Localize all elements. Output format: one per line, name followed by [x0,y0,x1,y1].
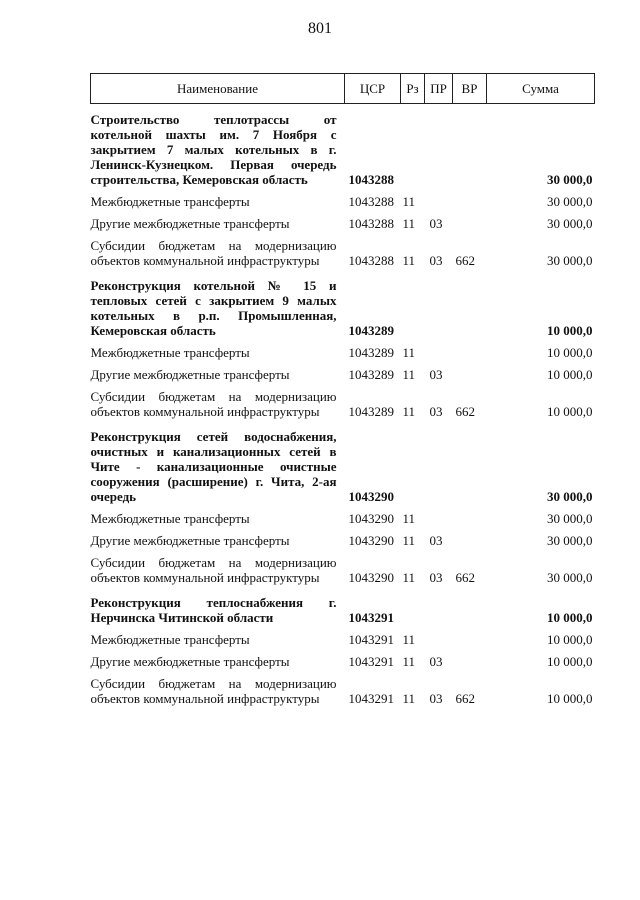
cell-vr: 662 [455,404,475,419]
cell-rz: 11 [402,194,416,209]
cell-vr: 662 [455,691,475,706]
cell-csr: 1043288 [348,194,394,209]
budget-table [90,73,595,708]
cell-csr: 1043290 [348,511,394,526]
object-row [91,421,595,506]
cell-rz: 11 [402,632,416,647]
cell-sum: 10 000,0 [547,367,593,382]
cell-name: Реконструкция теплоснабжения г. Нерчинска Читинской области [90,595,337,625]
cell-pr [425,587,453,627]
object-row [91,104,595,190]
table-row [91,340,595,362]
object-row [91,270,595,340]
cell-vr: 662 [455,570,475,585]
cell-rz: 11 [402,253,416,268]
table-row [91,528,595,550]
table-header [91,74,595,104]
table-row [91,362,595,384]
cell-rz: 11 [402,404,416,419]
page-number: 801 [308,20,332,37]
cell-sum: 30 000,0 [547,533,593,548]
cell-pr: 03 [429,216,443,231]
cell-name: Реконструкция котельной № 15 и тепловых сетей с закрытием 9 малых котельных в р.п. Промышленная, Кемеровская область [90,278,337,338]
cell-pr: 03 [429,570,443,585]
cell-pr [425,104,453,190]
table-row [91,649,595,671]
cell-csr: 1043289 [348,345,394,360]
cell-sum: 10 000,0 [547,691,593,706]
cell-name: Субсидии бюджетам на модернизацию объектов коммунальной инфраструктуры [90,238,337,268]
cell-rz: 11 [402,533,416,548]
cell-pr: 03 [429,654,443,669]
cell-sum: 10 000,0 [547,345,593,360]
header-rz: Рз [401,74,425,104]
cell-name: Межбюджетные трансферты [90,345,250,360]
cell-vr [453,340,487,362]
cell-vr [453,506,487,528]
cell-rz: 11 [402,216,416,231]
cell-name: Строительство теплотрассы от котельной шахты им. 7 Ноября с закрытием 7 малых котельных в г. Ленинск-Кузнецком. Первая очередь строительства, Кемеровская область [90,112,337,187]
object-row [91,587,595,627]
cell-pr [425,270,453,340]
cell-sum: 10 000,0 [547,404,593,419]
cell-vr [453,587,487,627]
header-row [91,74,595,104]
table-row [91,671,595,708]
cell-sum: 30 000,0 [547,253,593,268]
cell-csr: 1043288 [348,172,394,187]
cell-csr: 1043290 [348,570,394,585]
cell-name: Межбюджетные трансферты [90,632,250,647]
cell-name: Другие межбюджетные трансферты [90,216,290,231]
header-pr: ПР [425,74,453,104]
table-row [91,189,595,211]
cell-pr: 03 [429,367,443,382]
header-sum: Сумма [487,74,595,104]
table-body [91,104,595,709]
cell-vr [453,649,487,671]
cell-rz [401,421,425,506]
cell-rz [401,104,425,190]
cell-rz: 11 [402,691,416,706]
cell-csr: 1043290 [348,533,394,548]
cell-sum: 10 000,0 [547,632,593,647]
cell-rz [401,270,425,340]
cell-sum: 30 000,0 [547,570,593,585]
cell-sum: 30 000,0 [547,194,593,209]
cell-pr: 03 [429,404,443,419]
cell-sum: 10 000,0 [547,654,593,669]
cell-vr [453,104,487,190]
cell-name: Субсидии бюджетам на модернизацию объектов коммунальной инфраструктуры [90,389,337,419]
table-row [91,627,595,649]
cell-pr [425,340,453,362]
cell-name: Межбюджетные трансферты [90,511,250,526]
header-name: Наименование [91,74,345,104]
cell-name: Другие межбюджетные трансферты [90,654,290,669]
cell-name: Субсидии бюджетам на модернизацию объектов коммунальной инфраструктуры [90,676,337,706]
cell-pr: 03 [429,691,443,706]
cell-csr: 1043289 [348,367,394,382]
cell-csr: 1043291 [348,632,394,647]
cell-csr: 1043289 [348,404,394,419]
cell-name: Другие межбюджетные трансферты [90,533,290,548]
cell-pr [425,506,453,528]
cell-sum: 30 000,0 [547,489,593,504]
cell-csr: 1043288 [348,216,394,231]
cell-pr [425,421,453,506]
cell-name: Субсидии бюджетам на модернизацию объектов коммунальной инфраструктуры [90,555,337,585]
cell-csr: 1043291 [348,610,394,625]
cell-rz: 11 [402,345,416,360]
cell-name: Межбюджетные трансферты [90,194,250,209]
cell-csr: 1043288 [348,253,394,268]
cell-sum: 30 000,0 [547,172,593,187]
cell-rz: 11 [402,511,416,526]
cell-csr: 1043289 [348,323,394,338]
cell-pr: 03 [429,253,443,268]
cell-name: Другие межбюджетные трансферты [90,367,290,382]
cell-name: Реконструкция сетей водоснабжения, очистных и канализационных сетей в Чите - канализационные очистные сооружения (расширение) г. Чита, 2-ая очередь [90,429,337,504]
cell-sum: 30 000,0 [547,511,593,526]
cell-pr [425,627,453,649]
cell-rz: 11 [402,367,416,382]
cell-sum: 10 000,0 [547,610,593,625]
cell-vr [453,211,487,233]
cell-rz: 11 [402,654,416,669]
cell-vr [453,362,487,384]
cell-csr: 1043291 [348,691,394,706]
cell-pr [425,189,453,211]
cell-csr: 1043290 [348,489,394,504]
cell-vr: 662 [455,253,475,268]
header-csr: ЦСР [345,74,401,104]
header-vr: ВР [453,74,487,104]
table-row [91,211,595,233]
cell-csr: 1043291 [348,654,394,669]
table-row [91,233,595,270]
cell-rz: 11 [402,570,416,585]
table-row [91,550,595,587]
table-row [91,506,595,528]
cell-pr: 03 [429,533,443,548]
cell-vr [453,189,487,211]
cell-sum: 10 000,0 [547,323,593,338]
cell-rz [401,587,425,627]
cell-vr [453,528,487,550]
cell-vr [453,421,487,506]
table-row [91,384,595,421]
cell-vr [453,270,487,340]
cell-vr [453,627,487,649]
cell-sum: 30 000,0 [547,216,593,231]
